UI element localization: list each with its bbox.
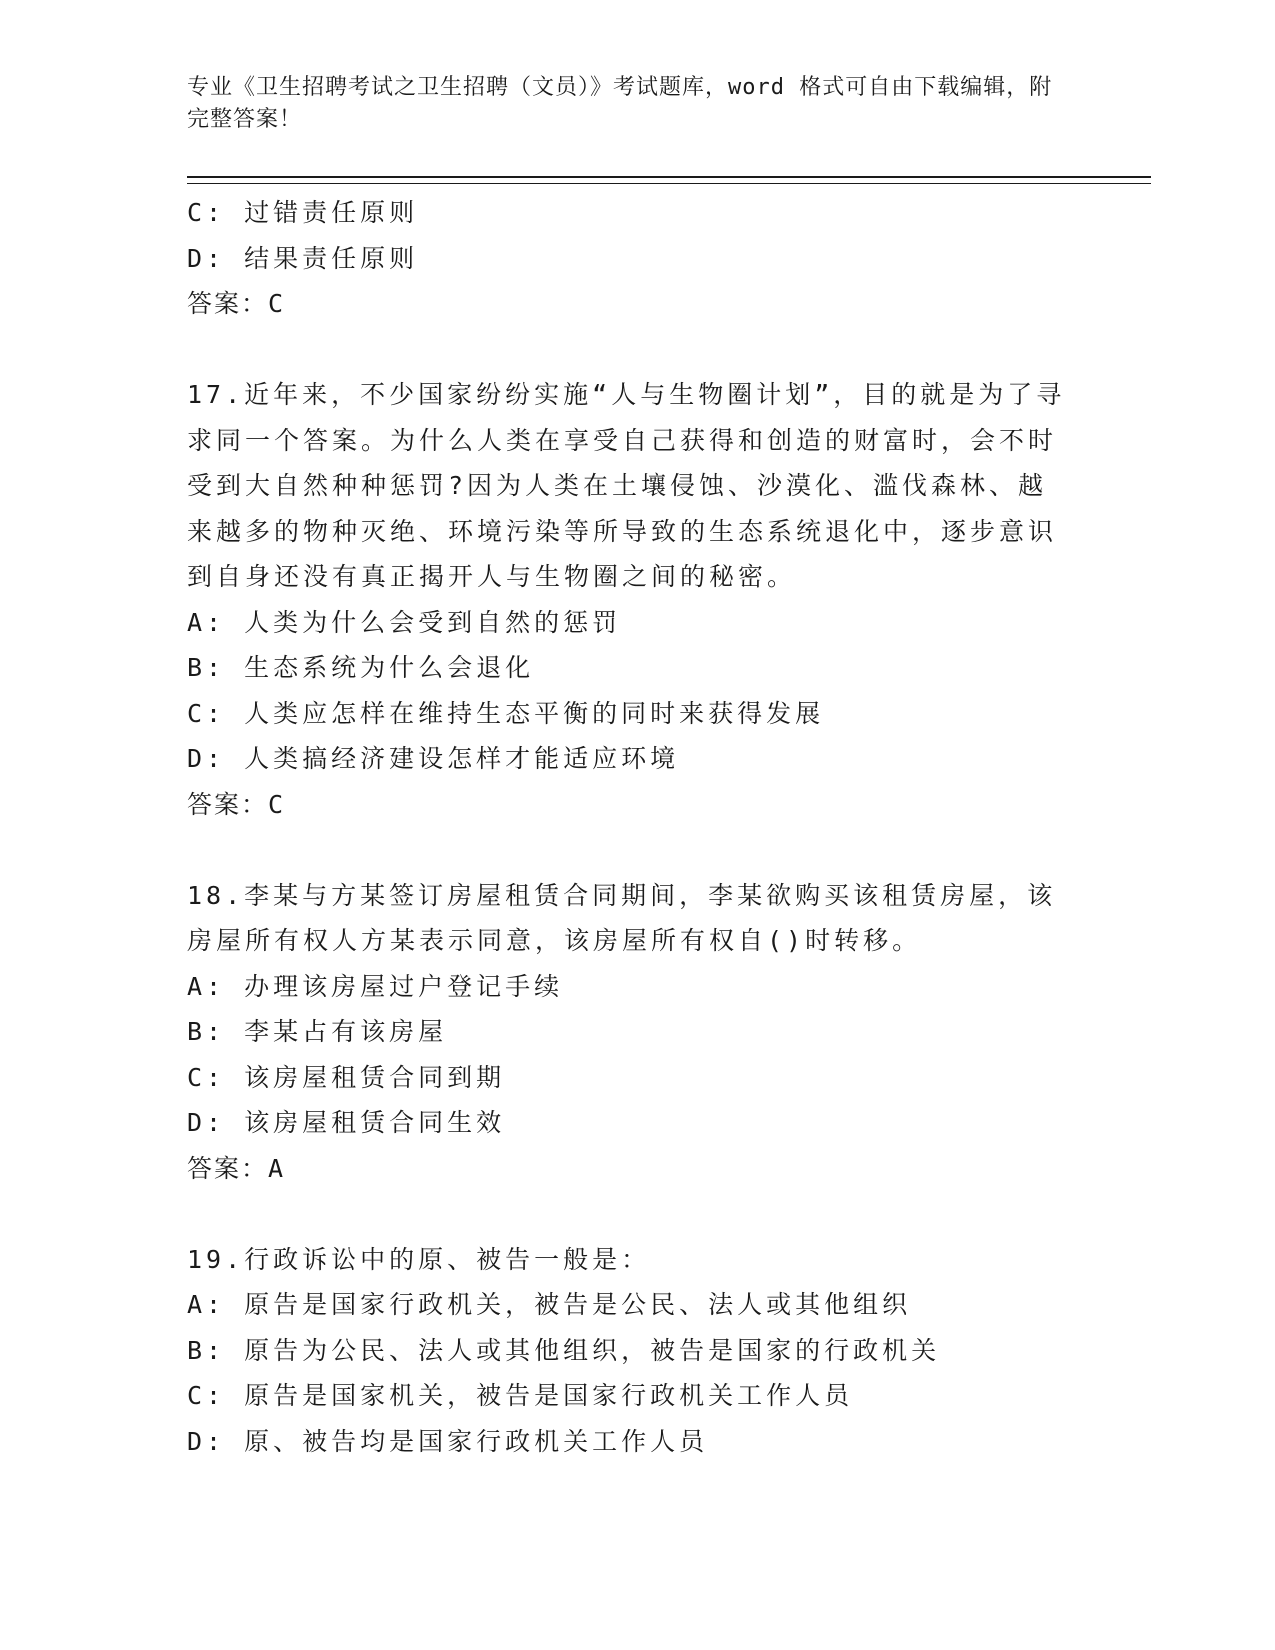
option-d: D: 结果责任原则	[187, 243, 419, 273]
option-c: C: 该房屋租赁合同到期	[187, 1062, 506, 1092]
option-b: B: 生态系统为什么会退化	[187, 653, 535, 682]
document-header: 专业《卫生招聘考试之卫生招聘（文员）》考试题库，word 格式可自由下载编辑，附完整答案！	[187, 75, 1053, 132]
answer-value: C	[268, 289, 286, 318]
question-list	[187, 190, 1087, 1464]
answer-label: 答案：	[187, 1153, 269, 1183]
question-stem: 18.李某与方某签订房屋租赁合同期间，李某欲购买该租赁房屋，该房屋所有权人方某表示同意，该房屋所有权自()时转移。	[187, 880, 1057, 955]
question-17	[187, 372, 1087, 827]
option-c: C: 人类应怎样在维持生态平衡的同时来获得发展	[187, 698, 825, 728]
question-gap	[187, 1191, 1087, 1237]
question-18	[187, 873, 1087, 1192]
option-d: D: 人类搞经济建设怎样才能适应环境	[187, 744, 680, 773]
header-divider-thick	[187, 176, 1151, 178]
question-stem: 17.近年来，不少国家纷纷实施“人与生物圈计划”，目的就是为了寻求同一个答案。为什么人类在享受自己获得和创造的财富时，会不时受到大自然种种惩罚?因为人类在土壤侵蚀、沙漠化、滥伐森林、越来越多的物种灭绝、环境污染等所导致的生态系统退化中，逐步意识到自身还没有真正揭开人与生物圈之间的秘密。	[187, 380, 1066, 591]
option-d: D: 该房屋租赁合同生效	[187, 1108, 506, 1137]
question-19	[187, 1237, 1087, 1465]
answer-label: 答案：	[187, 789, 269, 819]
answer-value: C	[268, 789, 286, 819]
option-a: A: 人类为什么会受到自然的惩罚	[187, 607, 622, 637]
option-c: C: 过错责任原则	[187, 198, 419, 227]
header-divider-thin	[187, 183, 1151, 184]
answer-value: A	[268, 1153, 286, 1183]
question-gap	[187, 827, 1087, 873]
question-16	[187, 190, 1087, 327]
option-d: D: 原、被告均是国家行政机关工作人员	[187, 1426, 709, 1456]
answer-label: 答案：	[187, 289, 269, 318]
option-b: B: 李某占有该房屋	[187, 1017, 448, 1046]
question-gap	[187, 327, 1087, 373]
question-stem: 19.行政诉讼中的原、被告一般是：	[187, 1244, 651, 1274]
option-b: B: 原告为公民、法人或其他组织，被告是国家的行政机关	[187, 1335, 941, 1365]
option-a: A: 原告是国家行政机关，被告是公民、法人或其他组织	[187, 1290, 912, 1319]
answer-line	[187, 1146, 1087, 1192]
answer-line	[187, 281, 1087, 327]
answer-line	[187, 782, 1087, 828]
option-a: A: 办理该房屋过户登记手续	[187, 971, 564, 1001]
option-c: C: 原告是国家机关，被告是国家行政机关工作人员	[187, 1381, 854, 1410]
